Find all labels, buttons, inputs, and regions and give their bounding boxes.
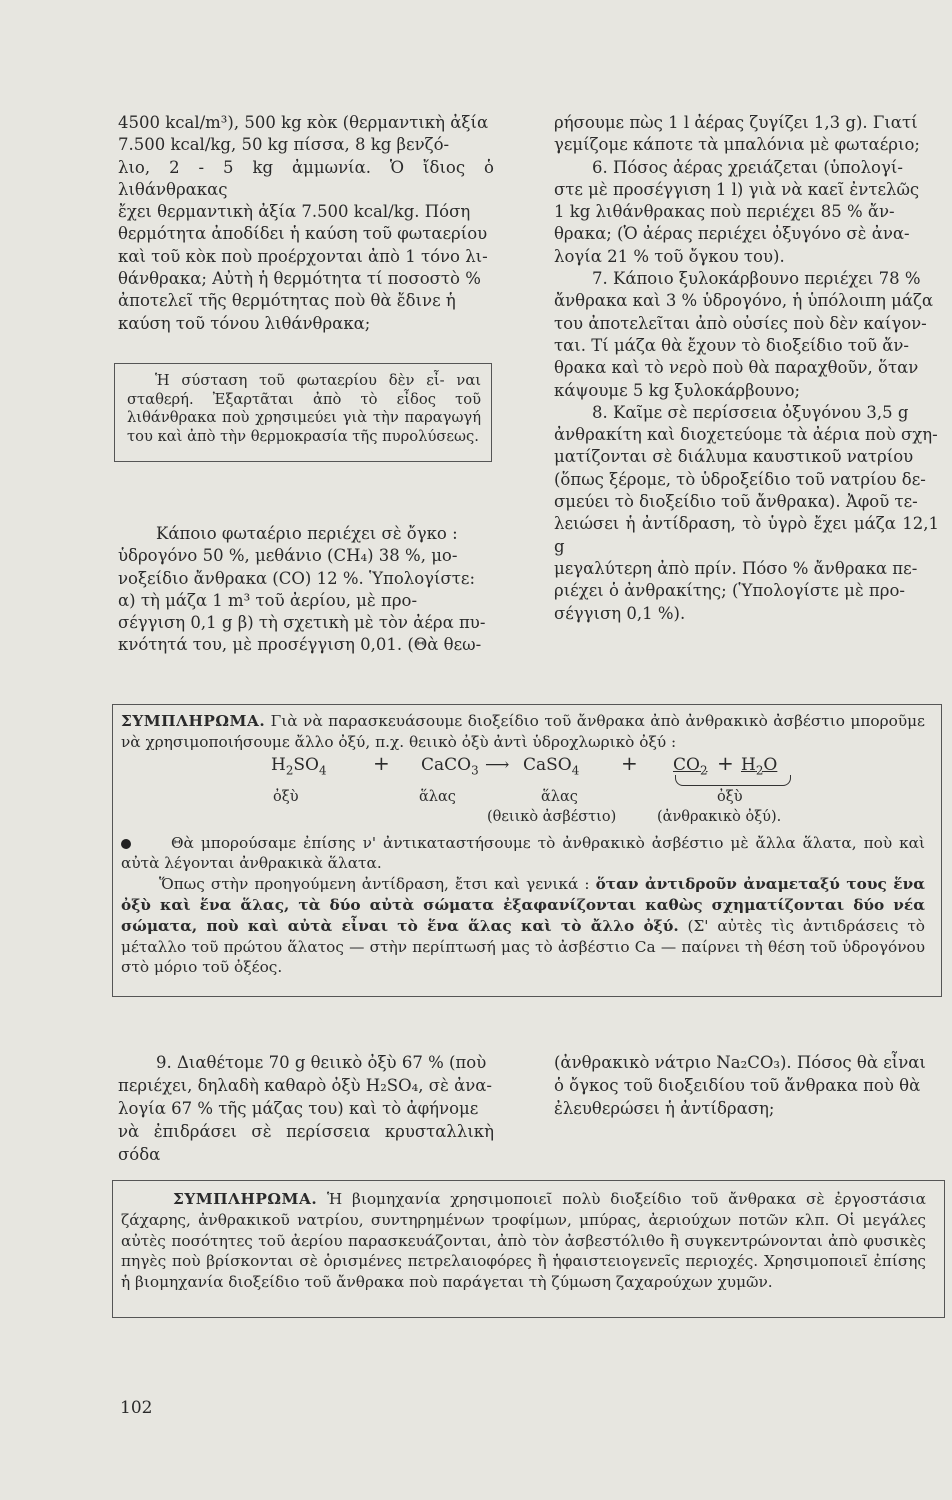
supplement-1-intro-text: Γιὰ νὰ παρασκευάσουμε διοξείδιο τοῦ ἄνθρακα ἀπὸ ἀνθρακικὸ ἀσβέστιο μποροῦμε νὰ χρησιμοποιήσουμε ἄλλο ὀξύ, π.χ. θειικὸ ὀξὺ ἀντὶ ὑδροχλωρικὸ ὀξύ : xyxy=(121,712,925,751)
text-line: νοξείδιο ἄνθρακα (CO) 12 %. Ὑπολογίστε: xyxy=(118,568,476,588)
text-line: ἀνθρακίτη καὶ διοχετεύομε τὰ ἀέρια ποὺ σχη- xyxy=(554,425,938,445)
rule-end: (Σ' αὐτὲς τὶς ἀντιδράσεις τὸ μέταλλο τοῦ πρώτου ἅλατος — στὴν περίπτωσή μας τὸ ἀσβέστιο Ca — παίρνει τὴ θέση τοῦ ὑδρογόνου στὸ μόριο τοῦ ὀξέος. xyxy=(121,916,925,977)
text-line: θερμότητα ἀποδίδει ἡ καύση τοῦ φωταερίου xyxy=(118,224,488,244)
reaction-arrow: ⟶ xyxy=(485,754,510,775)
bullet-paragraph xyxy=(121,833,925,875)
supplement-2-heading: ΣΥΜΠΛΗΡΩΜΑ. xyxy=(173,1190,318,1208)
text-line: ἐλευθερώσει ἡ ἀντίδραση; xyxy=(554,1099,775,1118)
problem-9-start: 9. Διαθέτομε 70 g θειικὸ ὀξὺ 67 % (ποὺ xyxy=(156,1053,487,1072)
supplement-box-2 xyxy=(112,1180,945,1318)
plus-sign: + xyxy=(621,750,638,775)
text-line: μεγαλύτερη ἀπὸ πρίν. Πόσο % ἄνθρακα πε- xyxy=(554,558,918,578)
text-line: ἄνθρακα καὶ 3 % ὑδρογόνο, ἡ ὑπόλοιπη μάζα xyxy=(554,291,934,311)
text-line: ἔχει θερμαντικὴ ἀξία 7.500 kcal/kg. Πόση xyxy=(118,202,471,222)
note-text: Ἡ σύσταση τοῦ φωταερίου δὲν εἶ- ναι σταθερή. Ἐξαρτᾶται ἀπὸ τὸ εἶδος τοῦ λιθάνθρακα ποὺ χρησιμεύει γιὰ τὴν παραγωγή του καὶ ἀπὸ τὴν θερμοκρασία τῆς πυρολύσεως. xyxy=(127,372,481,445)
text-line: ὑδρογόνο 50 %, μεθάνιο (CH₄) 38 %, μο- xyxy=(118,546,458,566)
page-number: 102 xyxy=(120,1398,153,1418)
text-line: (ἀνθρακικὸ νάτριο Na₂CO₃). Πόσος θὰ εἶναι xyxy=(554,1053,926,1072)
problem-7-start: 7. Κάποιο ξυλοκάρβουνο περιέχει 78 % xyxy=(592,269,921,289)
text-line: καὶ τοῦ κὸκ ποὺ προέρχονται ἀπὸ 1 τόνο λι- xyxy=(118,246,488,266)
plus-sign: + xyxy=(717,750,734,775)
problem-6-start: 6. Πόσος ἀέρας χρειάζεται (ὑπολογί- xyxy=(592,157,903,177)
chemical-equation xyxy=(121,750,925,825)
text-line: ται. Τί μάζα θὰ ἔχουν τὸ διοξείδιο τοῦ ἄν- xyxy=(554,335,909,355)
text-line: περιέχει, δηλαδὴ καθαρὸ ὀξὺ H₂SO₄, σὲ ἀνα- xyxy=(118,1076,492,1095)
plus-sign: + xyxy=(373,750,390,775)
supplement-2-text xyxy=(121,1189,926,1293)
text-line: λογία 67 % τῆς μάζας του) καὶ τὸ ἀφήνομε xyxy=(118,1099,479,1118)
label-salt: ἅλας xyxy=(541,788,578,805)
text-line: ματίζονται σὲ διάλυμα καυστικοῦ νατρίου xyxy=(554,447,914,467)
text-line: στε μὲ προσέγγιση 1 l) γιὰ νὰ καεῖ ἐντελῶς xyxy=(554,179,920,199)
formula-h2so4: $H_2SO_4$ xyxy=(271,754,327,777)
formula-caco3: CaCO$_3$ xyxy=(421,754,479,777)
text-line: θρακα; (Ὁ ἀέρας περιέχει ὀξυγόνο σὲ ἀνα- xyxy=(554,224,910,244)
text-line: ὁ ὄγκος τοῦ διοξειδίου τοῦ ἄνθρακα ποὺ θὰ xyxy=(554,1076,921,1095)
text-line: ἀποτελεῖ τῆς θερμότητας ποὺ θὰ ἔδινε ἡ xyxy=(118,291,456,311)
text-line: α) τὴ μάζα 1 m³ τοῦ ἀερίου, μὲ προ- xyxy=(118,590,418,610)
text-line: (ὅπως ξέρομε, τὸ ὑδροξείδιο τοῦ νατρίου δε- xyxy=(554,469,926,489)
text-line: του ἀποτελεῖται ἀπὸ οὐσίες ποὺ δὲν καίγον- xyxy=(554,313,927,333)
problem-9-right xyxy=(554,1051,939,1120)
supplement-1-heading: ΣΥΜΠΛΗΡΩΜΑ. xyxy=(121,712,266,730)
text-line: θρακα καὶ τὸ νερὸ ποὺ θὰ παραχθοῦν, ὅταν xyxy=(554,358,919,378)
text-line: γεμίζομε κάποτε τὰ μπαλόνια μὲ φωταέριο; xyxy=(554,135,920,155)
note-box xyxy=(114,363,492,462)
text-line: κνότητά του, μὲ προσέγγιση 0,01. (Θὰ θεω- xyxy=(118,635,482,655)
text-line: λιο, 2 - 5 kg ἀμμωνία. Ὁ ἴδιος ὁ λιθάνθρακας xyxy=(118,157,494,199)
text-line: 1 kg λιθάνθρακας ποὺ περιέχει 85 % ἄν- xyxy=(554,202,895,222)
bullet-icon xyxy=(121,839,131,849)
text-line: λειώσει ἡ ἀντίδραση, τὸ ὑγρὸ ἔχει μάζα 12,1 g xyxy=(554,514,939,556)
problem-8-start: 8. Καῖμε σὲ περίσσεια ὀξυγόνου 3,5 g xyxy=(592,402,909,422)
text-line: 4500 kcal/m³), 500 kg κὸκ (θερμαντικὴ ἀξία xyxy=(118,113,489,132)
text-line: σμεύει τὸ διοξείδιο τοῦ ἄνθρακα). Ἀφοῦ τε- xyxy=(554,492,918,512)
text-line: καύση τοῦ τόνου λιθάνθρακα; xyxy=(118,313,371,333)
text-line: ρήσουμε πὼς 1 l ἀέρας ζυγίζει 1,3 g). Γιατί xyxy=(554,113,918,132)
rule-intro: Ὅπως στὴν προηγούμενη ἀντίδραση, ἔτσι καὶ γενικά : xyxy=(159,875,590,894)
problem-9-left xyxy=(118,1051,494,1166)
text-line: κάψουμε 5 kg ξυλοκάρβουνο; xyxy=(554,380,801,400)
text-line: νὰ ἐπιδράσει σὲ περίσσεια κρυσταλλικὴ σόδα xyxy=(118,1122,494,1164)
text-line: ριέχει ὁ ἀνθρακίτης; (Ὑπολογίστε μὲ προ- xyxy=(554,581,905,601)
text-line: θάνθρακα; Αὐτὴ ἡ θερμότητα τί ποσοστὸ % xyxy=(118,269,481,289)
label-salt: ἅλας xyxy=(419,788,456,805)
supplement-2-body: Ἡ βιομηχανία χρησιμοποιεῖ πολὺ διοξείδιο τοῦ ἄνθρακα σὲ ἐργοστάσια ζάχαρης, ἀνθρακικοῦ νατρίου, συντηρημένων τροφίμων, μπύρας, ἀεριούχων ποτῶν κλπ. Οἱ μεγάλες αὐτὲς ποσότητες τοῦ ἀερίου παρασκευάζονται, ἀπὸ τὸν ἀσβεστόλιθο ἢ συγκεντρώνονται ἀπὸ φυσικὲς πηγὲς ποὺ βρίσκονται σὲ ὁρισμένες πετρελαιοφόρες ἢ ἡφαιστειογενεῖς περιοχές. Χρησιμοποιεῖ ἐπίσης ἡ βιομηχανία διοξείδιο τοῦ ἄνθρακα ποὺ παράγεται τὴ ζύμωση ζαχαρούχων χυμῶν. xyxy=(121,1190,926,1292)
supplement-1-intro xyxy=(121,711,925,753)
text-line: Κάποιο φωταέριο περιέχει σὲ ὄγκο : xyxy=(156,524,458,543)
bullet-text: Θὰ μπορούσαμε ἐπίσης ν' ἀντικαταστήσουμε τὸ ἀνθρακικὸ ἀσβέστιο μὲ ἄλλα ἅλατα, ποὺ καὶ αὐτὰ λέγονται ἀνθρακικὰ ἅλατα. xyxy=(121,833,925,873)
formula-h2o: $H_2O$ xyxy=(741,754,778,777)
label-calcium-sulfate: (θειικὸ ἀσβέστιο) xyxy=(487,808,617,825)
rule-bold: ὅταν ἀντιδροῦν ἀναμεταξύ τους ἕνα ὀξὺ καὶ ἕνα ἅλας, τὰ δύο αὐτὰ σώματα ἐξαφανίζονται καθὼς σχηματίζονται δύο νέα σώματα, ποὺ καὶ αὐτὰ εἶναι τὸ ἕνα ἅλας καὶ τὸ ἄλλο ὀξύ. xyxy=(121,875,925,935)
supplement-box-1 xyxy=(112,704,942,997)
label-carbonic-acid: (ἀνθρακικὸ ὀξύ). xyxy=(657,808,782,825)
formula-co2: $CO_2$ xyxy=(673,754,708,777)
text-line: σέγγιση 0,1 %). xyxy=(554,603,686,623)
text-line: 7.500 kcal/kg, 50 kg πίσσα, 8 kg βενζό- xyxy=(118,135,450,155)
formula-caso4: CaSO$_4$ xyxy=(523,754,580,777)
label-acid: ὀξὺ xyxy=(273,788,299,805)
left-column-problem xyxy=(118,523,494,657)
text-line: σέγγιση 0,1 g β) τὴ σχετικὴ μὲ τὸν ἀέρα πυ- xyxy=(118,613,486,633)
label-acid: ὀξὺ xyxy=(717,788,743,805)
bracket-line xyxy=(675,775,791,786)
left-column-top xyxy=(118,112,494,335)
rule-paragraph xyxy=(121,874,925,978)
text-line: λογία 21 % τοῦ ὄγκου του). xyxy=(554,246,785,266)
right-column-top xyxy=(554,112,939,625)
